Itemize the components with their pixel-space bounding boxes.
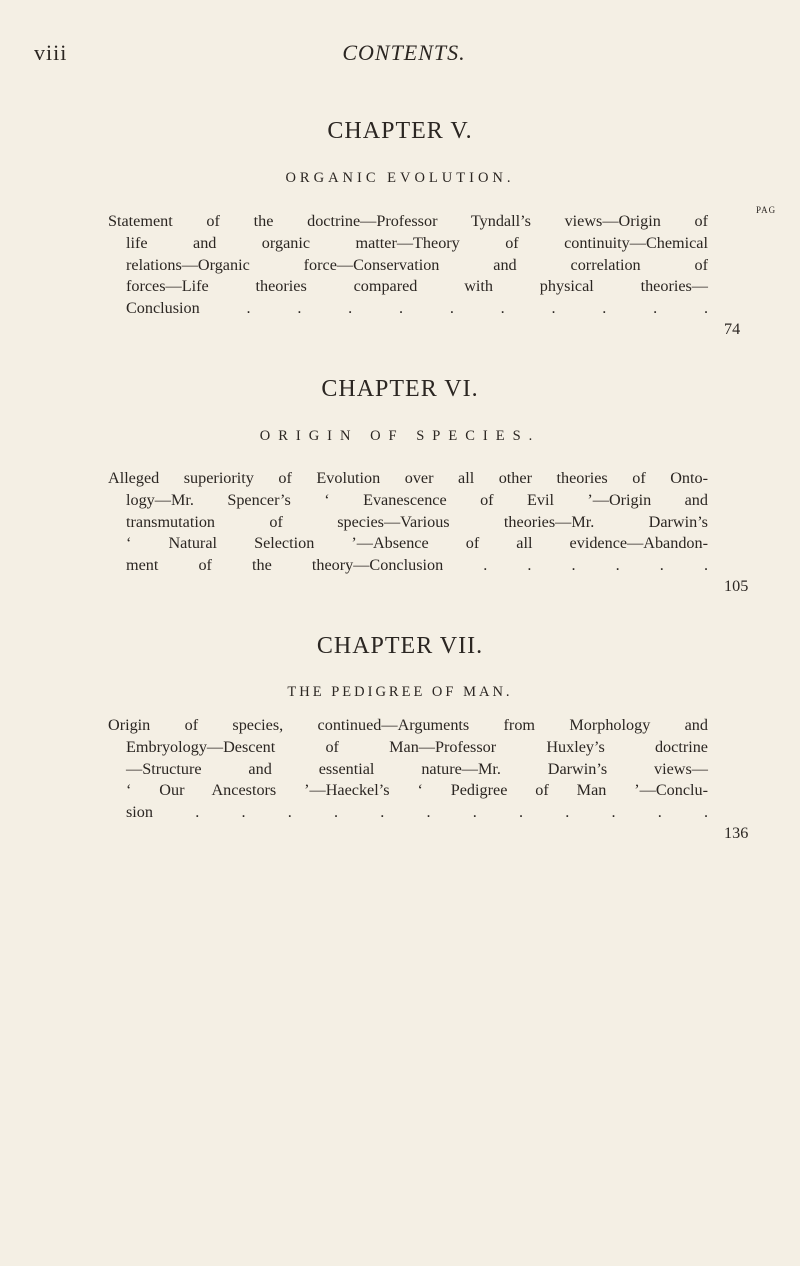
contents-entry <box>108 468 708 577</box>
entry-line: Statement of the doctrine—Professor Tyndall’s views—Origin of <box>108 212 708 230</box>
entry-line: ‘ Natural Selection ’—Absence of all evidence—Abandon- <box>126 534 708 553</box>
page-reference: 136 <box>724 824 749 842</box>
chapter-subtitle: ORGANIC EVOLUTION. <box>285 170 515 186</box>
entry-line: relations—Organic force—Conservation and correlation of <box>126 255 708 274</box>
entry-line: —Structure and essential nature—Mr. Darwin’s views— <box>126 759 708 778</box>
entry-line: transmutation of species—Various theories—Mr. Darwin’s <box>126 512 708 531</box>
chapter-heading: CHAPTER V. <box>327 118 473 144</box>
entry-line: Embryology—Descent of Man—Professor Huxley’s doctrine <box>126 737 708 756</box>
contents-entry <box>108 211 708 320</box>
entry-line: Alleged superiority of Evolution over all other theories of Onto- <box>108 469 708 487</box>
entry-line: Conclusion . . . . . . . . . . <box>126 299 708 318</box>
running-title: CONTENTS. <box>342 40 466 65</box>
entry-line: sion . . . . . . . . . . . . <box>126 803 708 822</box>
page-reference: 105 <box>724 577 749 595</box>
chapter-subtitle: THE PEDIGREE OF MAN. <box>287 684 513 700</box>
chapter-heading: CHAPTER VII. <box>316 633 484 659</box>
entry-line: forces—Life theories compared with physical theories— <box>126 277 708 296</box>
chapter-heading: CHAPTER VI. <box>321 376 479 402</box>
entry-line: Origin of species, continued—Arguments from Morphology and <box>108 716 708 734</box>
page-number: viii <box>34 40 68 65</box>
entry-line: life and organic matter—Theory of continuity—Chemical <box>126 233 708 252</box>
page-reference: 74 <box>724 320 741 338</box>
contents-entry <box>108 715 708 824</box>
entry-line: ment of the theory—Conclusion . . . . . . <box>126 556 708 575</box>
entry-line: logy—Mr. Spencer’s ‘ Evanescence of Evil ’—Origin and <box>126 490 708 509</box>
entry-line: ‘ Our Ancestors ’—Haeckel’s ‘ Pedigree of Man ’—Conclu- <box>126 781 708 800</box>
page-column-label: PAG <box>756 205 777 215</box>
chapter-subtitle: ORIGIN OF SPECIES. <box>259 428 541 444</box>
